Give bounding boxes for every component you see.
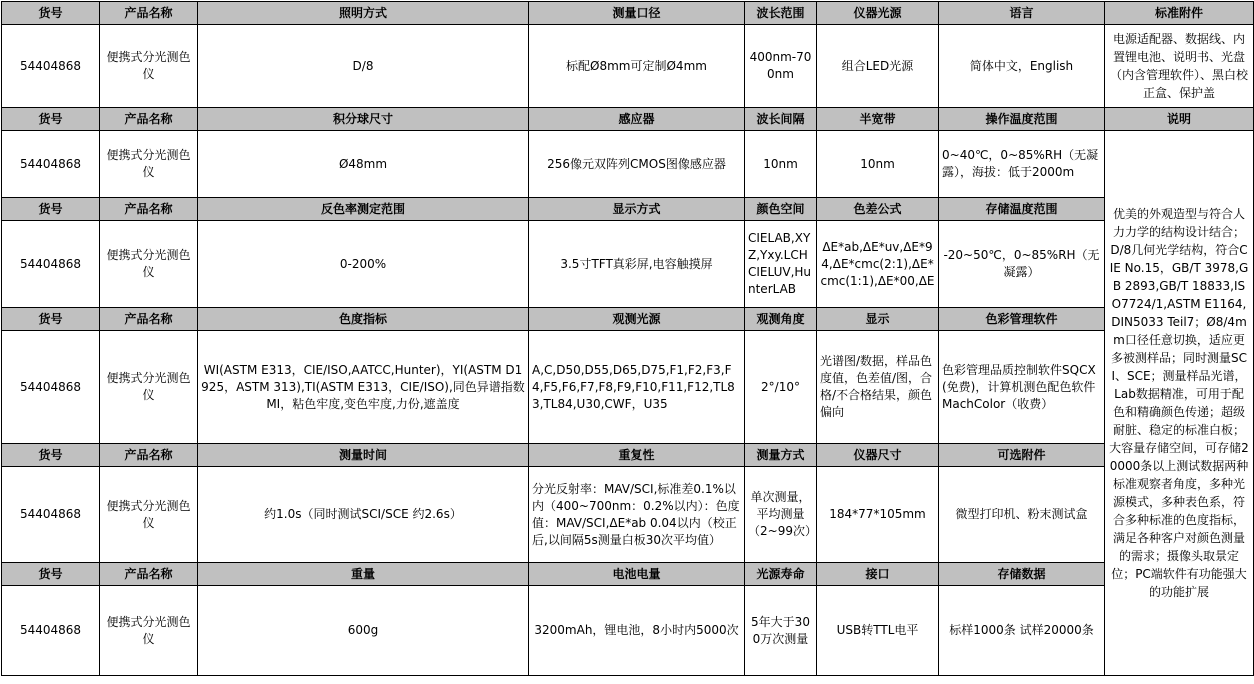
header-cell: 操作温度范围	[939, 108, 1105, 131]
header-cell: 重复性	[529, 444, 745, 467]
header-cell: 观测光源	[529, 308, 745, 331]
header-cell: 波长范围	[745, 2, 817, 25]
header-cell: 产品名称	[100, 2, 198, 25]
value-cell: 便携式分光测色仪	[100, 25, 198, 108]
header-cell: 积分球尺寸	[198, 108, 529, 131]
header-cell: 货号	[2, 2, 100, 25]
header-cell: 产品名称	[100, 198, 198, 221]
header-cell: 可选附件	[939, 444, 1105, 467]
value-cell: 10nm	[817, 131, 939, 198]
value-cell: -20~50℃，0~85%RH（无凝露）	[939, 221, 1105, 308]
value-cell: 简体中文，English	[939, 25, 1105, 108]
value-cell: 400nm-700nm	[745, 25, 817, 108]
value-cell: Ø48mm	[198, 131, 529, 198]
header-cell: 半宽带	[817, 108, 939, 131]
header-cell: 仪器尺寸	[817, 444, 939, 467]
value-cell: 便携式分光测色仪	[100, 586, 198, 676]
value-cell: WI(ASTM E313，CIE/ISO,AATCC,Hunter)，YI(ASTM D1925，ASTM 313),TI(ASTM E313，CIE/ISO),同色异谱指数MI，粘色牢度,变色牢度,力份,遮盖度	[198, 331, 529, 444]
header-cell: 货号	[2, 563, 100, 586]
header-cell: 重量	[198, 563, 529, 586]
header-cell: 波长间隔	[745, 108, 817, 131]
value-cell: 5年大于300万次测量	[745, 586, 817, 676]
value-cell: 色彩管理品质控制软件SQCX(免费)，计算机测色配色软件MachColor（收费）	[939, 331, 1105, 444]
header-cell: 货号	[2, 198, 100, 221]
value-cell: 标样1000条 试样20000条	[939, 586, 1105, 676]
header-cell: 色度指标	[198, 308, 529, 331]
header-cell: 观测角度	[745, 308, 817, 331]
value-cell: 便携式分光测色仪	[100, 131, 198, 198]
description-cell: 优美的外观造型与符合人力力学的结构设计结合；D/8几何光学结构，符合CIE No.15，GB/T 3978,GB 2893,GB/T 18833,ISO7724/1,ASTM E1164,DIN5033 Teil7；Ø8/4mm口径任意切换，适应更多被测样品；同时测量SCI、SCE；测量样品光谱，Lab数据精准，可用于配色和精确颜色传递；超级耐脏、稳定的标准白板；大容量存储空间，可存储20000条以上测试数据两种标准观察者角度，多种光源模式，多种表色系，符合多种标准的色度指标，满足各种客户对颜色测量的需求；摄像头取景定位；PC端软件有功能强大的功能扩展	[1105, 131, 1254, 676]
value-cell: 54404868	[2, 586, 100, 676]
value-cell: 便携式分光测色仪	[100, 221, 198, 308]
accessories-cell: 电源适配器、数据线、内置锂电池、说明书、光盘（内含管理软件）、黑白校正盒、保护盖	[1105, 25, 1254, 108]
value-cell: 0-200%	[198, 221, 529, 308]
value-cell: 单次测量，平均测量（2~99次）	[745, 467, 817, 563]
value-cell: USB转TTL电平	[817, 586, 939, 676]
header-cell: 照明方式	[198, 2, 529, 25]
spec-sheet	[1, 1, 1254, 676]
header-cell: 存储温度范围	[939, 198, 1105, 221]
value-cell: 54404868	[2, 25, 100, 108]
header-cell: 色差公式	[817, 198, 939, 221]
value-cell: 256像元双阵列CMOS图像感应器	[529, 131, 745, 198]
header-cell: 存储数据	[939, 563, 1105, 586]
header-cell: 感应器	[529, 108, 745, 131]
value-cell: 光谱图/数据，样品色度值，色差值/图，合格/不合格结果，颜色偏向	[817, 331, 939, 444]
value-cell: 54404868	[2, 331, 100, 444]
header-cell: 产品名称	[100, 563, 198, 586]
header-cell: 显示方式	[529, 198, 745, 221]
header-cell: 颜色空间	[745, 198, 817, 221]
header-cell: 测量口径	[529, 2, 745, 25]
value-cell: CIELAB,XYZ,Yxy.LCH CIELUV,HunterLAB	[745, 221, 817, 308]
header-cell: 标准附件	[1105, 2, 1254, 25]
header-cell: 仪器光源	[817, 2, 939, 25]
header-cell: 货号	[2, 444, 100, 467]
value-cell: 组合LED光源	[817, 25, 939, 108]
value-cell: 0~40℃，0~85%RH（无凝露），海拔：低于2000m	[939, 131, 1105, 198]
value-cell: 54404868	[2, 467, 100, 563]
value-cell: A,C,D50,D55,D65,D75,F1,F2,F3,F4,F5,F6,F7,F8,F9,F10,F11,F12,TL83,TL84,U30,CWF，U35	[529, 331, 745, 444]
value-cell: 微型打印机、粉末测试盒	[939, 467, 1105, 563]
value-cell: 3.5寸TFT真彩屏,电容触摸屏	[529, 221, 745, 308]
value-cell: D/8	[198, 25, 529, 108]
header-cell: 产品名称	[100, 108, 198, 131]
header-cell: 货号	[2, 108, 100, 131]
header-cell: 显示	[817, 308, 939, 331]
value-cell: 约1.0s（同时测试SCI/SCE 约2.6s）	[198, 467, 529, 563]
value-cell: 3200mAh，锂电池，8小时内5000次	[529, 586, 745, 676]
value-cell: 标配Ø8mm可定制Ø4mm	[529, 25, 745, 108]
value-cell: ΔE*ab,ΔE*uv,ΔE*94,ΔE*cmc(2:1),ΔE*cmc(1:1),ΔE*00,ΔE	[817, 221, 939, 308]
header-cell: 产品名称	[100, 444, 198, 467]
value-cell: 184*77*105mm	[817, 467, 939, 563]
header-cell: 反色率测定范围	[198, 198, 529, 221]
header-cell: 电池电量	[529, 563, 745, 586]
header-cell: 测量时间	[198, 444, 529, 467]
header-cell: 货号	[2, 308, 100, 331]
value-cell: 54404868	[2, 131, 100, 198]
header-cell: 说明	[1105, 108, 1254, 131]
value-cell: 600g	[198, 586, 529, 676]
header-cell: 语言	[939, 2, 1105, 25]
header-cell: 测量方式	[745, 444, 817, 467]
header-cell: 接口	[817, 563, 939, 586]
header-cell: 色彩管理软件	[939, 308, 1105, 331]
header-cell: 产品名称	[100, 308, 198, 331]
value-cell: 10nm	[745, 131, 817, 198]
value-cell: 便携式分光测色仪	[100, 467, 198, 563]
spec-table	[1, 1, 1254, 676]
value-cell: 便携式分光测色仪	[100, 331, 198, 444]
value-cell: 2°/10°	[745, 331, 817, 444]
value-cell: 54404868	[2, 221, 100, 308]
header-cell: 光源寿命	[745, 563, 817, 586]
value-cell: 分光反射率：MAV/SCI,标准差0.1%以内（400~700nm：0.2%以内）：色度值：MAV/SCI,ΔE*ab 0.04以内（校正后,以间隔5s测量白板30次平均值）	[529, 467, 745, 563]
